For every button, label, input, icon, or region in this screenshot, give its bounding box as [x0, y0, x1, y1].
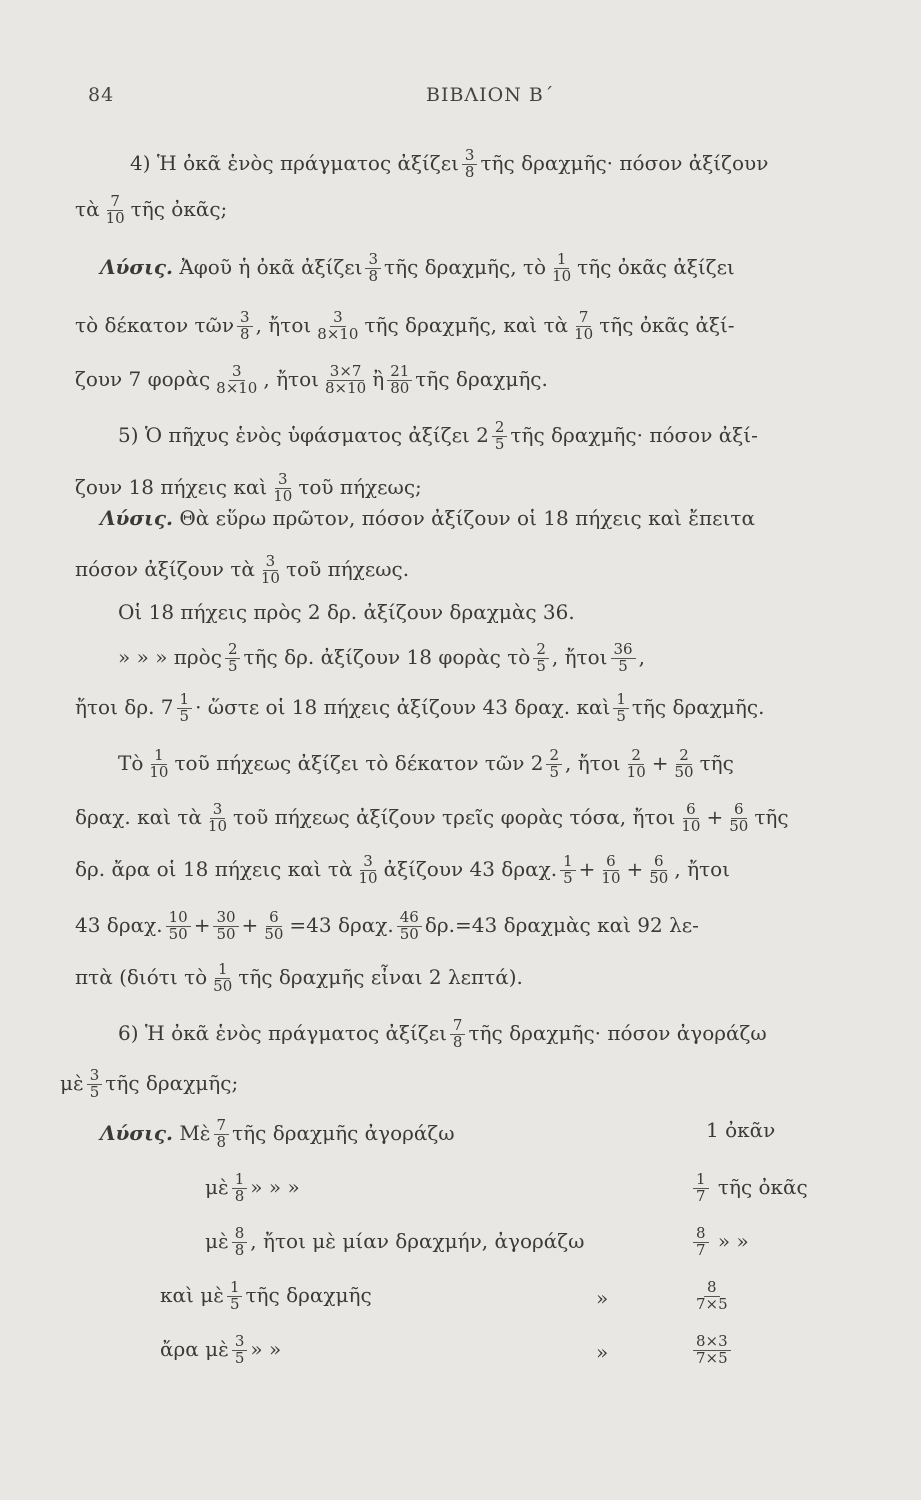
running-title: ΒΙΒΛΙΟΝ Β΄	[426, 84, 555, 106]
problem-6-row-4-left: καὶ μὲ $\frac{1}{5}$ τῆς δραχμῆς	[160, 1278, 372, 1313]
page-number: 84	[88, 84, 115, 106]
problem-5-line-6: » » » πρὸς $\frac{2}{5}$ τῆς δρ. ἀξίζουν 18 φορὰς τὸ $\frac{2}{5}$ , ἤτοι $\frac{36}{5}$ ,	[118, 640, 645, 675]
problem-4-line-1: 4) Ἡ ὀκᾶ ἑνὸς πράγματος ἀξίζει $\frac{3}{8}$ τῆς δραχμῆς· πόσον ἀξίζουν	[130, 146, 769, 181]
problem-5-line-1: 5) Ὁ πῆχυς ἑνὸς ὑφάσματος ἀξίζει 2 $\frac{2}{5}$ τῆς δραχμῆς· πόσον ἀξί-	[118, 418, 758, 453]
problem-5-line-9: δραχ. καὶ τὰ $\frac{3}{10}$ τοῦ πήχεως ἀξίζουν τρεῖς φορὰς τόσα, ἤτοι $\frac{6}{10}$ + $\frac{6}{50}$ τῆς	[75, 800, 789, 835]
problem-5-line-2: ζουν 18 πήχεις καὶ $\frac{3}{10}$ τοῦ πήχεως;	[75, 470, 422, 505]
problem-6-row-1-right: 1 ὀκᾶν	[706, 1118, 776, 1142]
problem-4-line-3: Λύσις. Ἀφοῦ ἡ ὀκᾶ ἀξίζει $\frac{3}{8}$ τῆς δραχμῆς, τὸ $\frac{1}{10}$ τῆς ὀκᾶς ἀξίζει	[100, 250, 735, 285]
problem-6-row-2-left: μὲ $\frac{1}{8}$ » » »	[205, 1170, 300, 1205]
problem-4-line-4: τὸ δέκατον τῶν $\frac{3}{8}$ , ἤτοι $\frac{3}{8\times 10}$ τῆς δραχμῆς, καὶ τὰ $\frac{7}{10}$ τῆς ὀκᾶς ἀξί-	[75, 308, 735, 343]
problem-6-row-5-ditto: »	[596, 1340, 609, 1364]
problem-4-line-5: ζουν 7 φορὰς $\frac{3}{8\times 10}$ , ἤτοι $\frac{3\times 7}{8\times 10}$ ἢ $\frac{21}{80}$ τῆς δραχμῆς.	[75, 362, 548, 397]
problem-5-line-5: Οἱ 18 πήχεις πρὸς 2 δρ. ἀξίζουν δραχμὰς 36.	[118, 600, 575, 624]
problem-6-row-3-left: μὲ $\frac{8}{8}$ , ἤτοι μὲ μίαν δραχμήν, ἀγοράζω	[205, 1224, 585, 1259]
problem-6-row-3-right: $\frac{8}{7}$ » »	[690, 1226, 749, 1259]
problem-5-line-12: πτὰ (διότι τὸ $\frac{1}{50}$ τῆς δραχμῆς εἶναι 2 λεπτά).	[75, 960, 523, 995]
problem-6-line-2: μὲ $\frac{3}{5}$ τῆς δραχμῆς;	[60, 1066, 239, 1101]
problem-6-row-4-ditto: »	[596, 1286, 609, 1310]
problem-5-line-7: ἤτοι δρ. 7 $\frac{1}{5}$ · ὥστε οἱ 18 πήχεις ἀξίζουν 43 δραχ. καὶ $\frac{1}{5}$ τῆς δραχμῆς.	[75, 690, 765, 725]
problem-5-line-3: Λύσις. Θὰ εὕρω πρῶτον, πόσον ἀξίζουν οἱ 18 πήχεις καὶ ἔπειτα	[100, 506, 755, 530]
problem-5-line-8: Τὸ $\frac{1}{10}$ τοῦ πήχεως ἀξίζει τὸ δέκατον τῶν 2 $\frac{2}{5}$ , ἤτοι $\frac{2}{10}$ + $\frac{2}{50}$ τῆς	[118, 746, 734, 781]
problem-4-line-2: τὰ $\frac{7}{10}$ τῆς ὀκᾶς;	[75, 192, 228, 227]
problem-6-row-2-right: $\frac{1}{7}$ τῆς ὀκᾶς	[690, 1172, 808, 1205]
problem-6-row-1-left: Λύσις. Μὲ $\frac{7}{8}$ τῆς δραχμῆς ἀγοράζω	[100, 1116, 455, 1151]
problem-5-line-10: δρ. ἄρα οἱ 18 πήχεις καὶ τὰ $\frac{3}{10}$ ἀξίζουν 43 δραχ. $\frac{1}{5}$ + $\frac{6}{10}$ + $\frac{6}{50}$ , ἤτοι	[75, 852, 731, 887]
problem-6-row-4-right: $\frac{8}{7\times 5}$	[696, 1278, 728, 1313]
problem-6-row-5-left: ἄρα μὲ $\frac{3}{5}$ » »	[160, 1332, 282, 1367]
problem-5-line-4: πόσον ἀξίζουν τὰ $\frac{3}{10}$ τοῦ πήχεως.	[75, 552, 410, 587]
problem-6-row-5-right: $\frac{8\times 3}{7\times 5}$	[690, 1334, 734, 1367]
problem-6-line-1: 6) Ἡ ὀκᾶ ἑνὸς πράγματος ἀξίζει $\frac{7}{8}$ τῆς δραχμῆς· πόσον ἀγοράζω	[118, 1016, 767, 1051]
problem-5-line-11: 43 δραχ. $\frac{10}{50}$ + $\frac{30}{50}$ + $\frac{6}{50}$ =43 δραχ. $\frac{46}{50}$ δρ.=43 δραχμὰς καὶ 92 λε-	[75, 908, 699, 943]
